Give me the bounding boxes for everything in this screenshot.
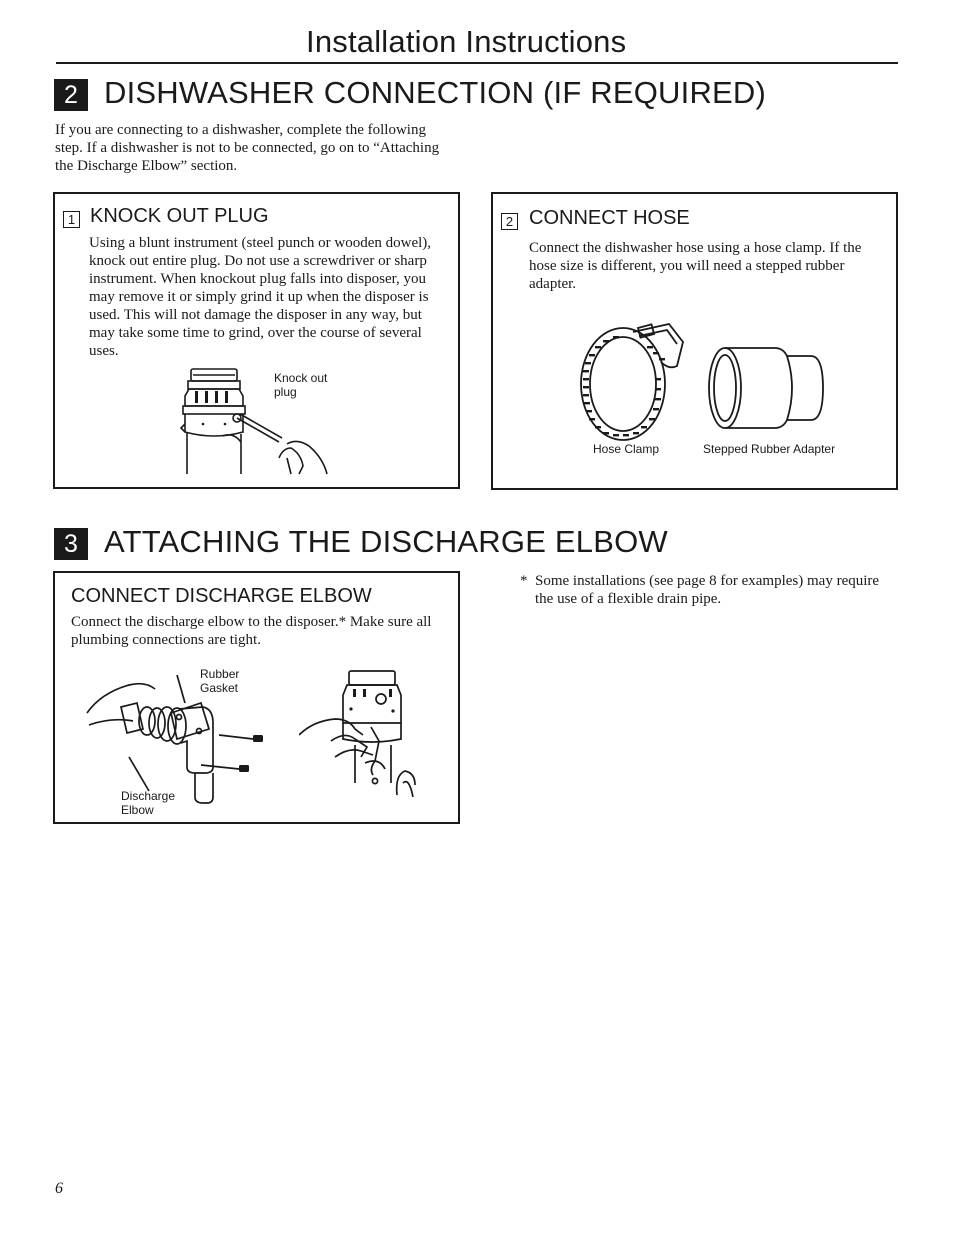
connect-hose-title: CONNECT HOSE xyxy=(529,207,690,229)
panel-number-1: 1 xyxy=(63,211,80,228)
page-header xyxy=(56,22,898,64)
connect-discharge-elbow-title: CONNECT DISCHARGE ELBOW xyxy=(71,585,372,607)
step-badge-2: 2 xyxy=(54,79,88,111)
connect-hose-panel xyxy=(491,192,898,490)
connect-discharge-elbow-panel xyxy=(53,571,460,824)
hose-clamp-label: Hose Clamp xyxy=(593,442,660,456)
page-title: Installation Instructions xyxy=(306,24,627,59)
section-3-title: ATTACHING THE DISCHARGE ELBOW xyxy=(104,524,668,559)
rubber-gasket-label-line2: Gasket xyxy=(200,681,239,695)
step-badge-3: 3 xyxy=(54,528,88,560)
connect-discharge-elbow-body: Connect the discharge elbow to the disposer.* Make sure all plumbing connections are tight. xyxy=(71,614,432,648)
stepped-rubber-adapter-label: Stepped Rubber Adapter xyxy=(703,442,836,456)
knock-out-plug-label-line1: Knock out xyxy=(274,371,328,385)
knock-out-plug-panel xyxy=(53,192,460,489)
rubber-gasket-label-line1: Rubber xyxy=(200,667,240,681)
stepped-rubber-adapter-illustration xyxy=(705,344,827,434)
panel-number-2: 2 xyxy=(501,213,518,230)
footnote-mark: * xyxy=(520,573,528,589)
page-number: 6 xyxy=(55,1180,63,1197)
hose-clamp-illustration xyxy=(573,322,693,446)
discharge-elbow-illustration xyxy=(81,663,271,813)
connect-hose-body: Connect the dishwasher hose using a hose clamp. If the hose size is different, you will need a stepped rubber adapter. xyxy=(529,240,862,292)
footnote-text: Some installations (see page 8 for examples) may require the use of a flexible drain pipe. xyxy=(535,573,880,607)
section-2-intro: If you are connecting to a dishwasher, complete the following step. If a dishwasher is not to be connected, go on to “Attaching the Discharge Elbow” section. xyxy=(55,122,440,174)
discharge-elbow-label-line1: Discharge xyxy=(121,789,176,803)
disposer-with-elbow-illustration xyxy=(299,665,435,805)
discharge-elbow-label-line2: Elbow xyxy=(121,803,154,817)
knock-out-plug-body: Using a blunt instrument (steel punch or wooden dowel), knock out entire plug. Do not use a screwdriver or sharp instrument. When knockout plug falls into disposer, you may remove it or simply grind it up when the disposer is used. This will not damage the disposer in any way, but may take some time to grind, over the course of several uses. xyxy=(89,235,432,359)
knock-out-plug-title: KNOCK OUT PLUG xyxy=(90,205,269,227)
section-2-title: DISHWASHER CONNECTION (IF REQUIRED) xyxy=(104,75,767,110)
knock-out-plug-label-line2: plug xyxy=(274,385,297,399)
